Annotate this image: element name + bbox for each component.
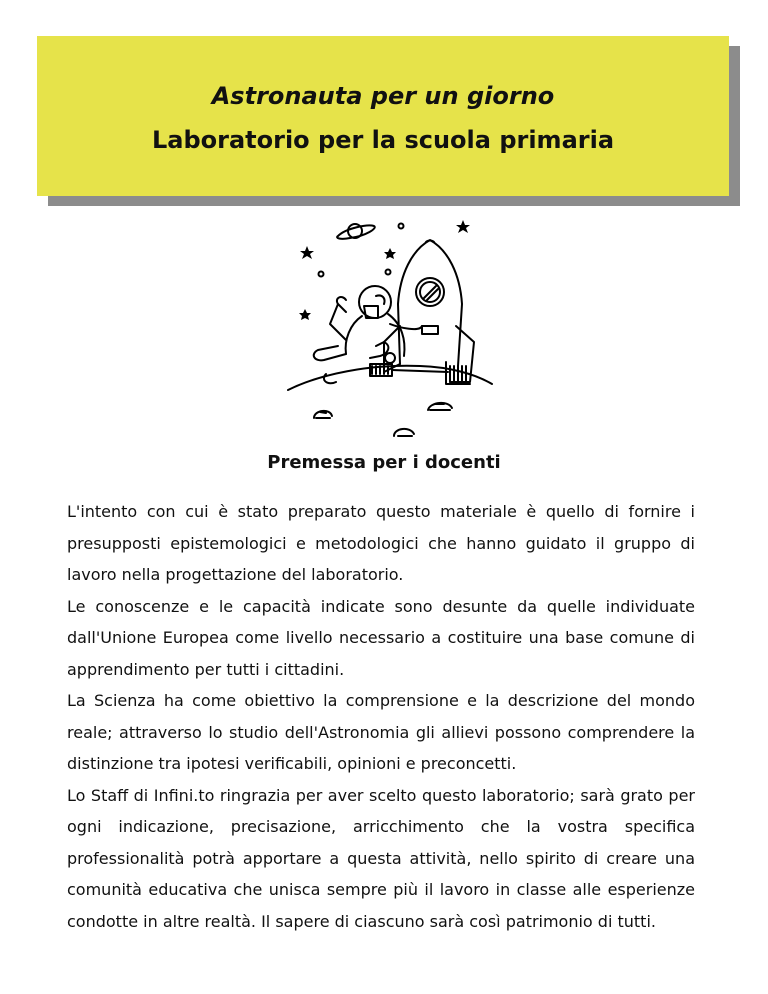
planet-icon xyxy=(337,224,375,239)
paragraph: L'intento con cui è stato preparato questo materiale è quello di fornire i presupposti epistemologici e metodologici che hanno guidato il gruppo di lavoro nella progettazione del laboratorio. xyxy=(67,502,695,584)
star-icon xyxy=(456,220,470,233)
body-text xyxy=(67,496,695,937)
crater-icon xyxy=(428,403,452,410)
small-star-icon xyxy=(386,270,391,275)
small-star-icon xyxy=(399,224,404,229)
star-icon xyxy=(299,309,311,320)
rocket-icon xyxy=(384,240,474,384)
paragraph: La Scienza ha come obiettivo la comprensione e la descrizione del mondo reale; attraverso lo studio dell'Astronomia gli allievi possono comprendere la distinzione tra ipotesi verificabili, opinioni e preconcetti. xyxy=(67,691,695,773)
paragraph: Lo Staff di Infini.to ringrazia per aver scelto questo laboratorio; sarà grato per ogni indicazione, precisazione, arricchimento che la vostra specifica professionalità potrà apportare a questa attività, nello spirito di creare una comunità educativa che unisca sempre più il lavoro in classe alle esperienze condotte in altre realtà. Il sapere di ciascuno sarà così patrimonio di tutti. xyxy=(67,785,695,931)
document-subtitle: Laboratorio per la scuola primaria xyxy=(151,126,615,154)
crater-icon xyxy=(314,411,332,418)
star-icon xyxy=(384,248,396,259)
title-box xyxy=(37,36,729,196)
crater-icon xyxy=(394,429,414,436)
astronaut-rocket-illustration xyxy=(280,214,500,440)
star-icon xyxy=(300,246,314,259)
small-star-icon xyxy=(319,272,324,277)
document-title: Astronauta per un giorno xyxy=(211,82,555,110)
paragraph: Le conoscenze e le capacità indicate sono desunte da quelle individuate dall'Unione Europea come livello necessario a costituire una base comune di apprendimento per tutti i cittadini. xyxy=(67,596,695,679)
section-heading: Premessa per i docenti xyxy=(267,452,501,473)
